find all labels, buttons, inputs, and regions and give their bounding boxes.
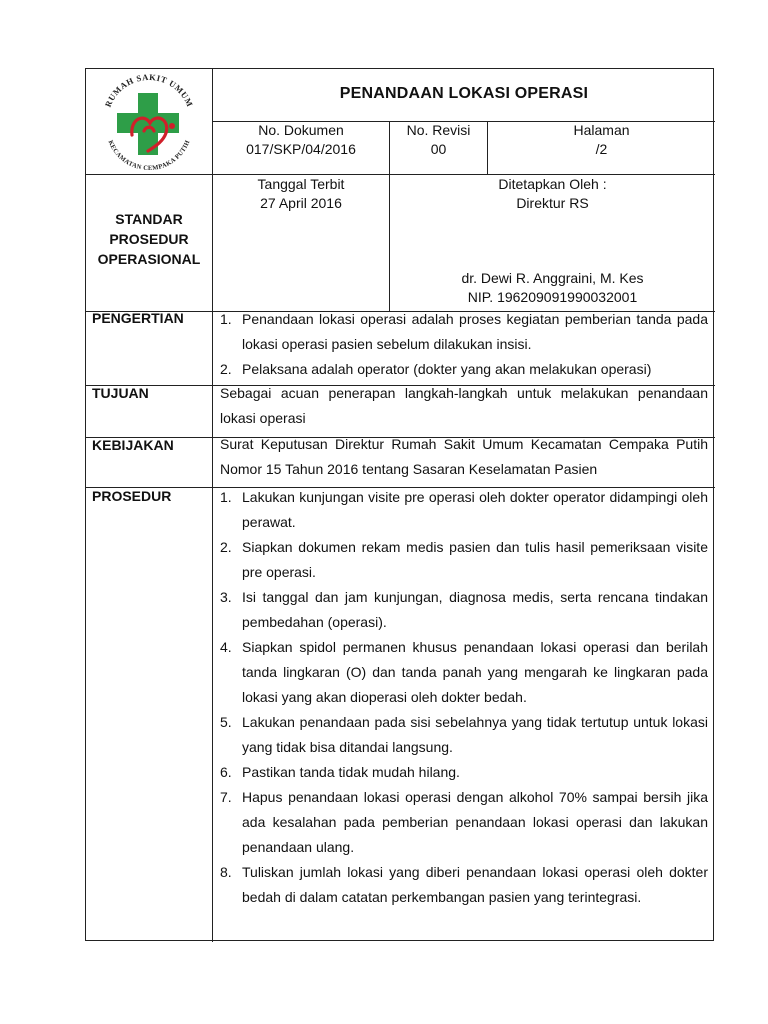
list-item: 2. Siapkan dokumen rekam medis pasien dan tulis hasil pemeriksaan visite pre operasi. [220,539,708,580]
sop-label-line: OPERASIONAL [97,251,201,267]
approved-by-label: Ditetapkan Oleh : [498,176,607,192]
section-label-kebijakan: KEBIJAKAN [92,437,174,453]
approval-cell [390,175,715,213]
document-number-cell [213,121,389,159]
page-value: /2 [595,141,608,157]
approver-nip: NIP. 196209091990032001 [467,289,638,305]
approved-by-role: Direktur RS [516,195,589,211]
section-body-pengertian [220,307,708,382]
list-item: 6. Pastikan tanda tidak mudah hilang. [220,764,460,780]
list-item: 1. Penandaan lokasi operasi adalah proses kegiatan pemberian tanda pada lokasi operasi pasien sebelum dilakukan insisi. [220,311,708,352]
section-label-prosedur: PROSEDUR [92,488,172,504]
page-cell [488,121,715,159]
document-title: PENANDAAN LOKASI OPERASI [339,85,589,102]
list-item: 8. Tuliskan jumlah lokasi yang diberi penandaan lokasi operasi oleh dokter bedah di dalam catatan perkembangan pasien yang terintegrasi. [220,864,708,905]
sop-label-line: STANDAR [115,211,183,227]
document-number-value: 017/SKP/04/2016 [246,141,356,157]
revision-value: 00 [430,141,447,157]
issue-date-value: 27 April 2016 [260,195,342,211]
page-label: Halaman [573,122,630,138]
sop-document [85,68,714,941]
svg-text:KECAMATAN CEMPAKA PUTIH: KECAMATAN CEMPAKA PUTIH [106,139,192,173]
list-item: 5. Lakukan penandaan pada sisi sebelahnya yang tidak tertutup untuk lokasi yang tidak bisa ditandai langsung. [220,714,708,755]
section-label-pengertian: PENGERTIAN [92,310,184,326]
hospital-logo-icon [86,69,212,174]
issue-date-label: Tanggal Terbit [257,176,345,192]
svg-text:RUMAH SAKIT UMUM: RUMAH SAKIT UMUM [102,71,196,109]
sop-label-line: PROSEDUR [109,231,189,247]
section-body-kebijakan: Surat Keputusan Direktur Rumah Sakit Umum Kecamatan Cempaka Putih Nomor 15 Tahun 2016 tentang Sasaran Keselamatan Pasien [220,436,708,477]
green-cross-icon [117,93,179,155]
section-label-tujuan: TUJUAN [92,385,149,401]
list-item: 2. Pelaksana adalah operator (dokter yang akan melakukan operasi) [220,361,652,377]
hospital-logo [86,69,212,174]
list-item: 1. Lakukan kunjungan visite pre operasi oleh dokter operator didampingi oleh perawat. [220,489,708,530]
sop-label [86,209,212,269]
issue-date-cell [213,175,389,213]
approver-signature-block [390,269,715,307]
section-body-prosedur [220,485,708,910]
approver-name: dr. Dewi R. Anggraini, M. Kes [461,270,644,286]
revision-label: No. Revisi [406,122,471,138]
list-item: 3. Isi tanggal dan jam kunjungan, diagnosa medis, serta rencana tindakan pembedahan (operasi). [220,589,708,630]
revision-cell [390,121,487,159]
document-number-label: No. Dokumen [258,122,344,138]
list-item: 4. Siapkan spidol permanen khusus penandaan lokasi operasi dan berilah tanda lingkaran (O) dan tanda panah yang mengarah ke lingkaran pada lokasi yang akan dioperasi oleh dokter bedah. [220,639,708,705]
section-body-tujuan: Sebagai acuan penerapan langkah-langkah untuk melakukan penandaan lokasi operasi [220,385,708,426]
list-item: 7. Hapus penandaan lokasi operasi dengan alkohol 70% sampai bersih jika ada kesalahan pada pemberian penandaan lokasi operasi dan lakukan penandaan ulang. [220,789,708,855]
